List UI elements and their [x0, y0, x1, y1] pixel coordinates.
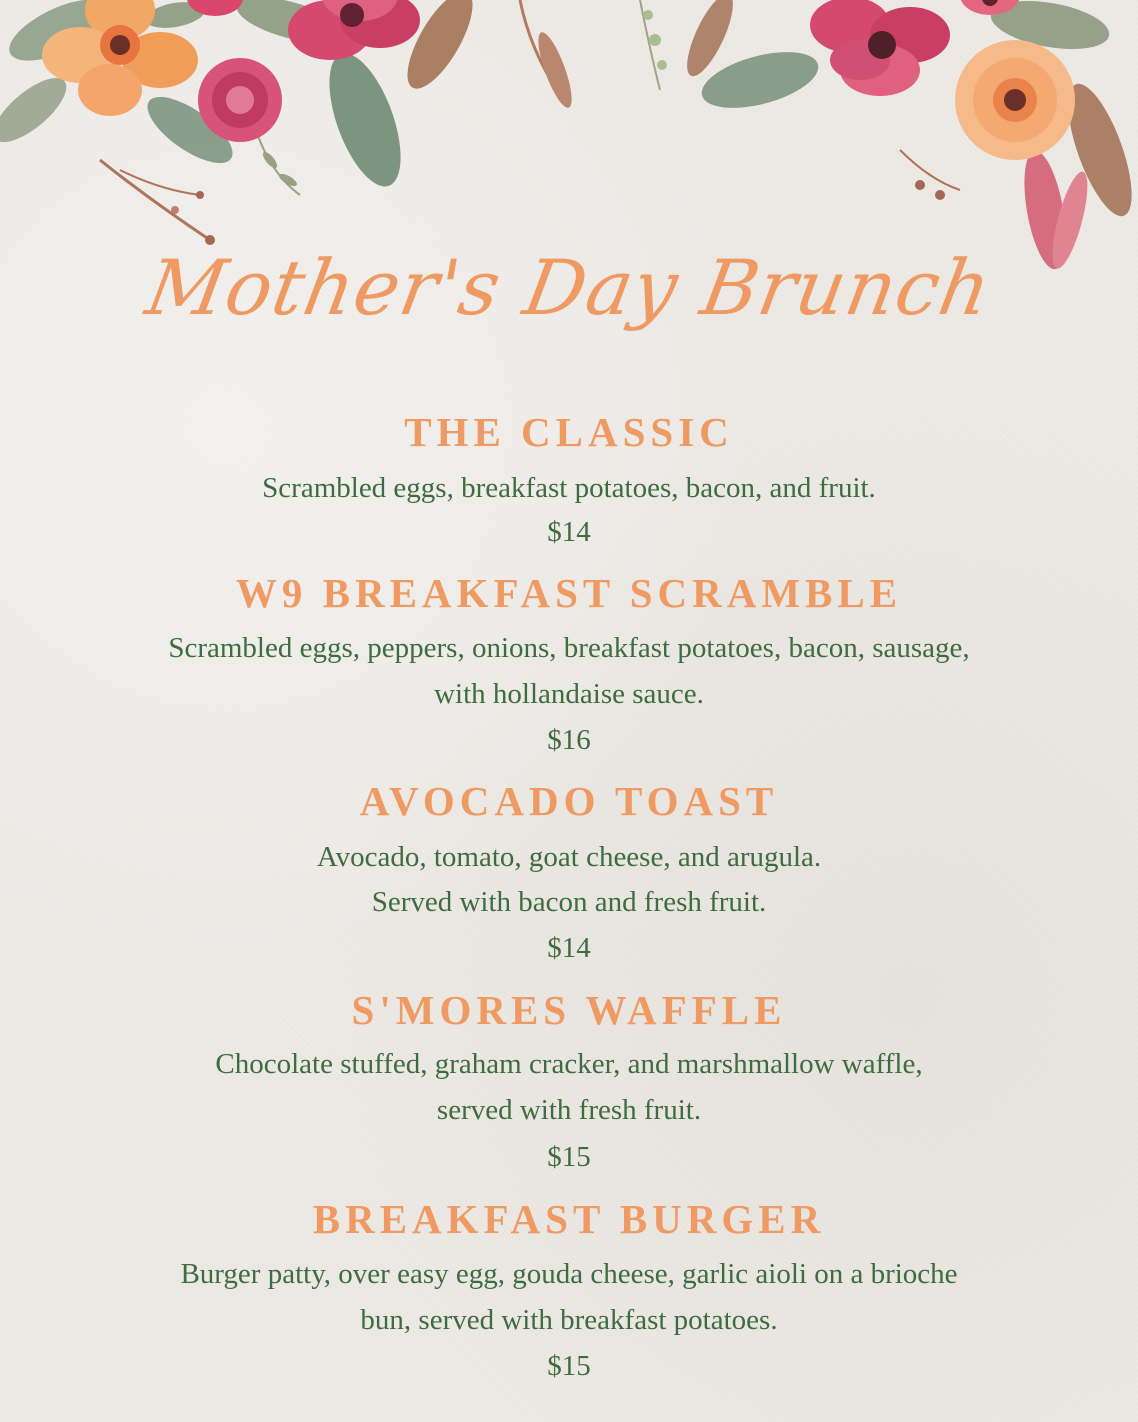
- menu-title: Mother's Day Brunch: [140, 243, 999, 332]
- menu-item-price: $14: [547, 516, 591, 548]
- menu-item-description: Scrambled eggs, breakfast potatoes, bacon, and fruit.: [262, 472, 876, 504]
- menu-item-description: Served with bacon and fresh fruit.: [371, 886, 767, 918]
- menu-item-name: THE CLASSIC: [404, 409, 734, 455]
- menu-item-price: $14: [547, 932, 591, 964]
- menu-item-description: Scrambled eggs, peppers, onions, breakfast potatoes, bacon, sausage,: [168, 632, 970, 664]
- menu-item-name: AVOCADO TOAST: [359, 778, 779, 824]
- menu-item-description: Avocado, tomato, goat cheese, and arugula.: [316, 841, 822, 873]
- menu-item-price: $15: [547, 1350, 591, 1382]
- menu-item-description: bun, served with breakfast potatoes.: [360, 1304, 778, 1336]
- menu-item-name: BREAKFAST BURGER: [312, 1196, 826, 1242]
- menu-item-description: with hollandaise sauce.: [434, 678, 704, 710]
- menu-item-description: Chocolate stuffed, graham cracker, and marshmallow waffle,: [215, 1048, 923, 1080]
- menu-item-price: $15: [547, 1141, 591, 1173]
- menu-item-name: S'MORES WAFFLE: [351, 987, 787, 1033]
- menu-item-description: served with fresh fruit.: [436, 1094, 702, 1126]
- menu-item-price: $16: [547, 724, 591, 756]
- menu-item-name: W9 BREAKFAST SCRAMBLE: [235, 570, 903, 616]
- menu-item-description: Burger patty, over easy egg, gouda cheese, garlic aioli on a brioche: [180, 1258, 958, 1290]
